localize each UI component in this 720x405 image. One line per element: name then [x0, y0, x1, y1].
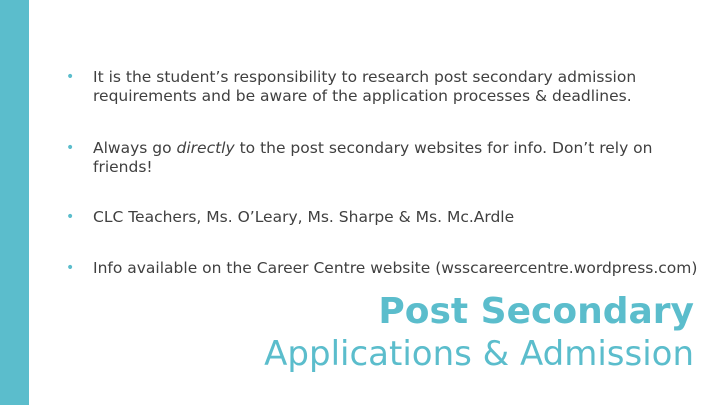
- bullet-list: [66, 68, 706, 278]
- bullet-dot-icon: •: [66, 140, 75, 156]
- bullet-text-start: Always go: [93, 139, 177, 157]
- bullet-text-end: to the post secondary websites for info. Don’t rely on friends!: [93, 139, 653, 176]
- bullet-dot-icon: •: [66, 260, 75, 276]
- bullet-text-emphasis: directly: [176, 139, 235, 157]
- bullet-dot-icon: •: [66, 69, 75, 85]
- slide-title-line2: Applications & Admission: [264, 334, 694, 374]
- bullet-dot-icon: •: [66, 209, 75, 225]
- bullet-text: Info available on the Career Centre website (wsscareercentre.wordpress.com): [93, 259, 698, 277]
- bullet-text: [93, 139, 652, 176]
- bullet-item-career-centre: [66, 259, 706, 278]
- slide-title-line1: Post Secondary: [378, 291, 694, 332]
- bullet-text: CLC Teachers, Ms. O’Leary, Ms. Sharpe & Ms. Mc.Ardle: [93, 208, 515, 226]
- bullet-item-teachers: [66, 208, 706, 227]
- bullet-item-websites: [66, 139, 706, 177]
- accent-sidebar: [0, 0, 29, 405]
- bullet-text: It is the student’s responsibility to research post secondary admission requirements and be aware of the application processes & deadlines.: [93, 68, 637, 105]
- slide-title: [264, 291, 694, 374]
- bullet-item-responsibility: [66, 68, 706, 106]
